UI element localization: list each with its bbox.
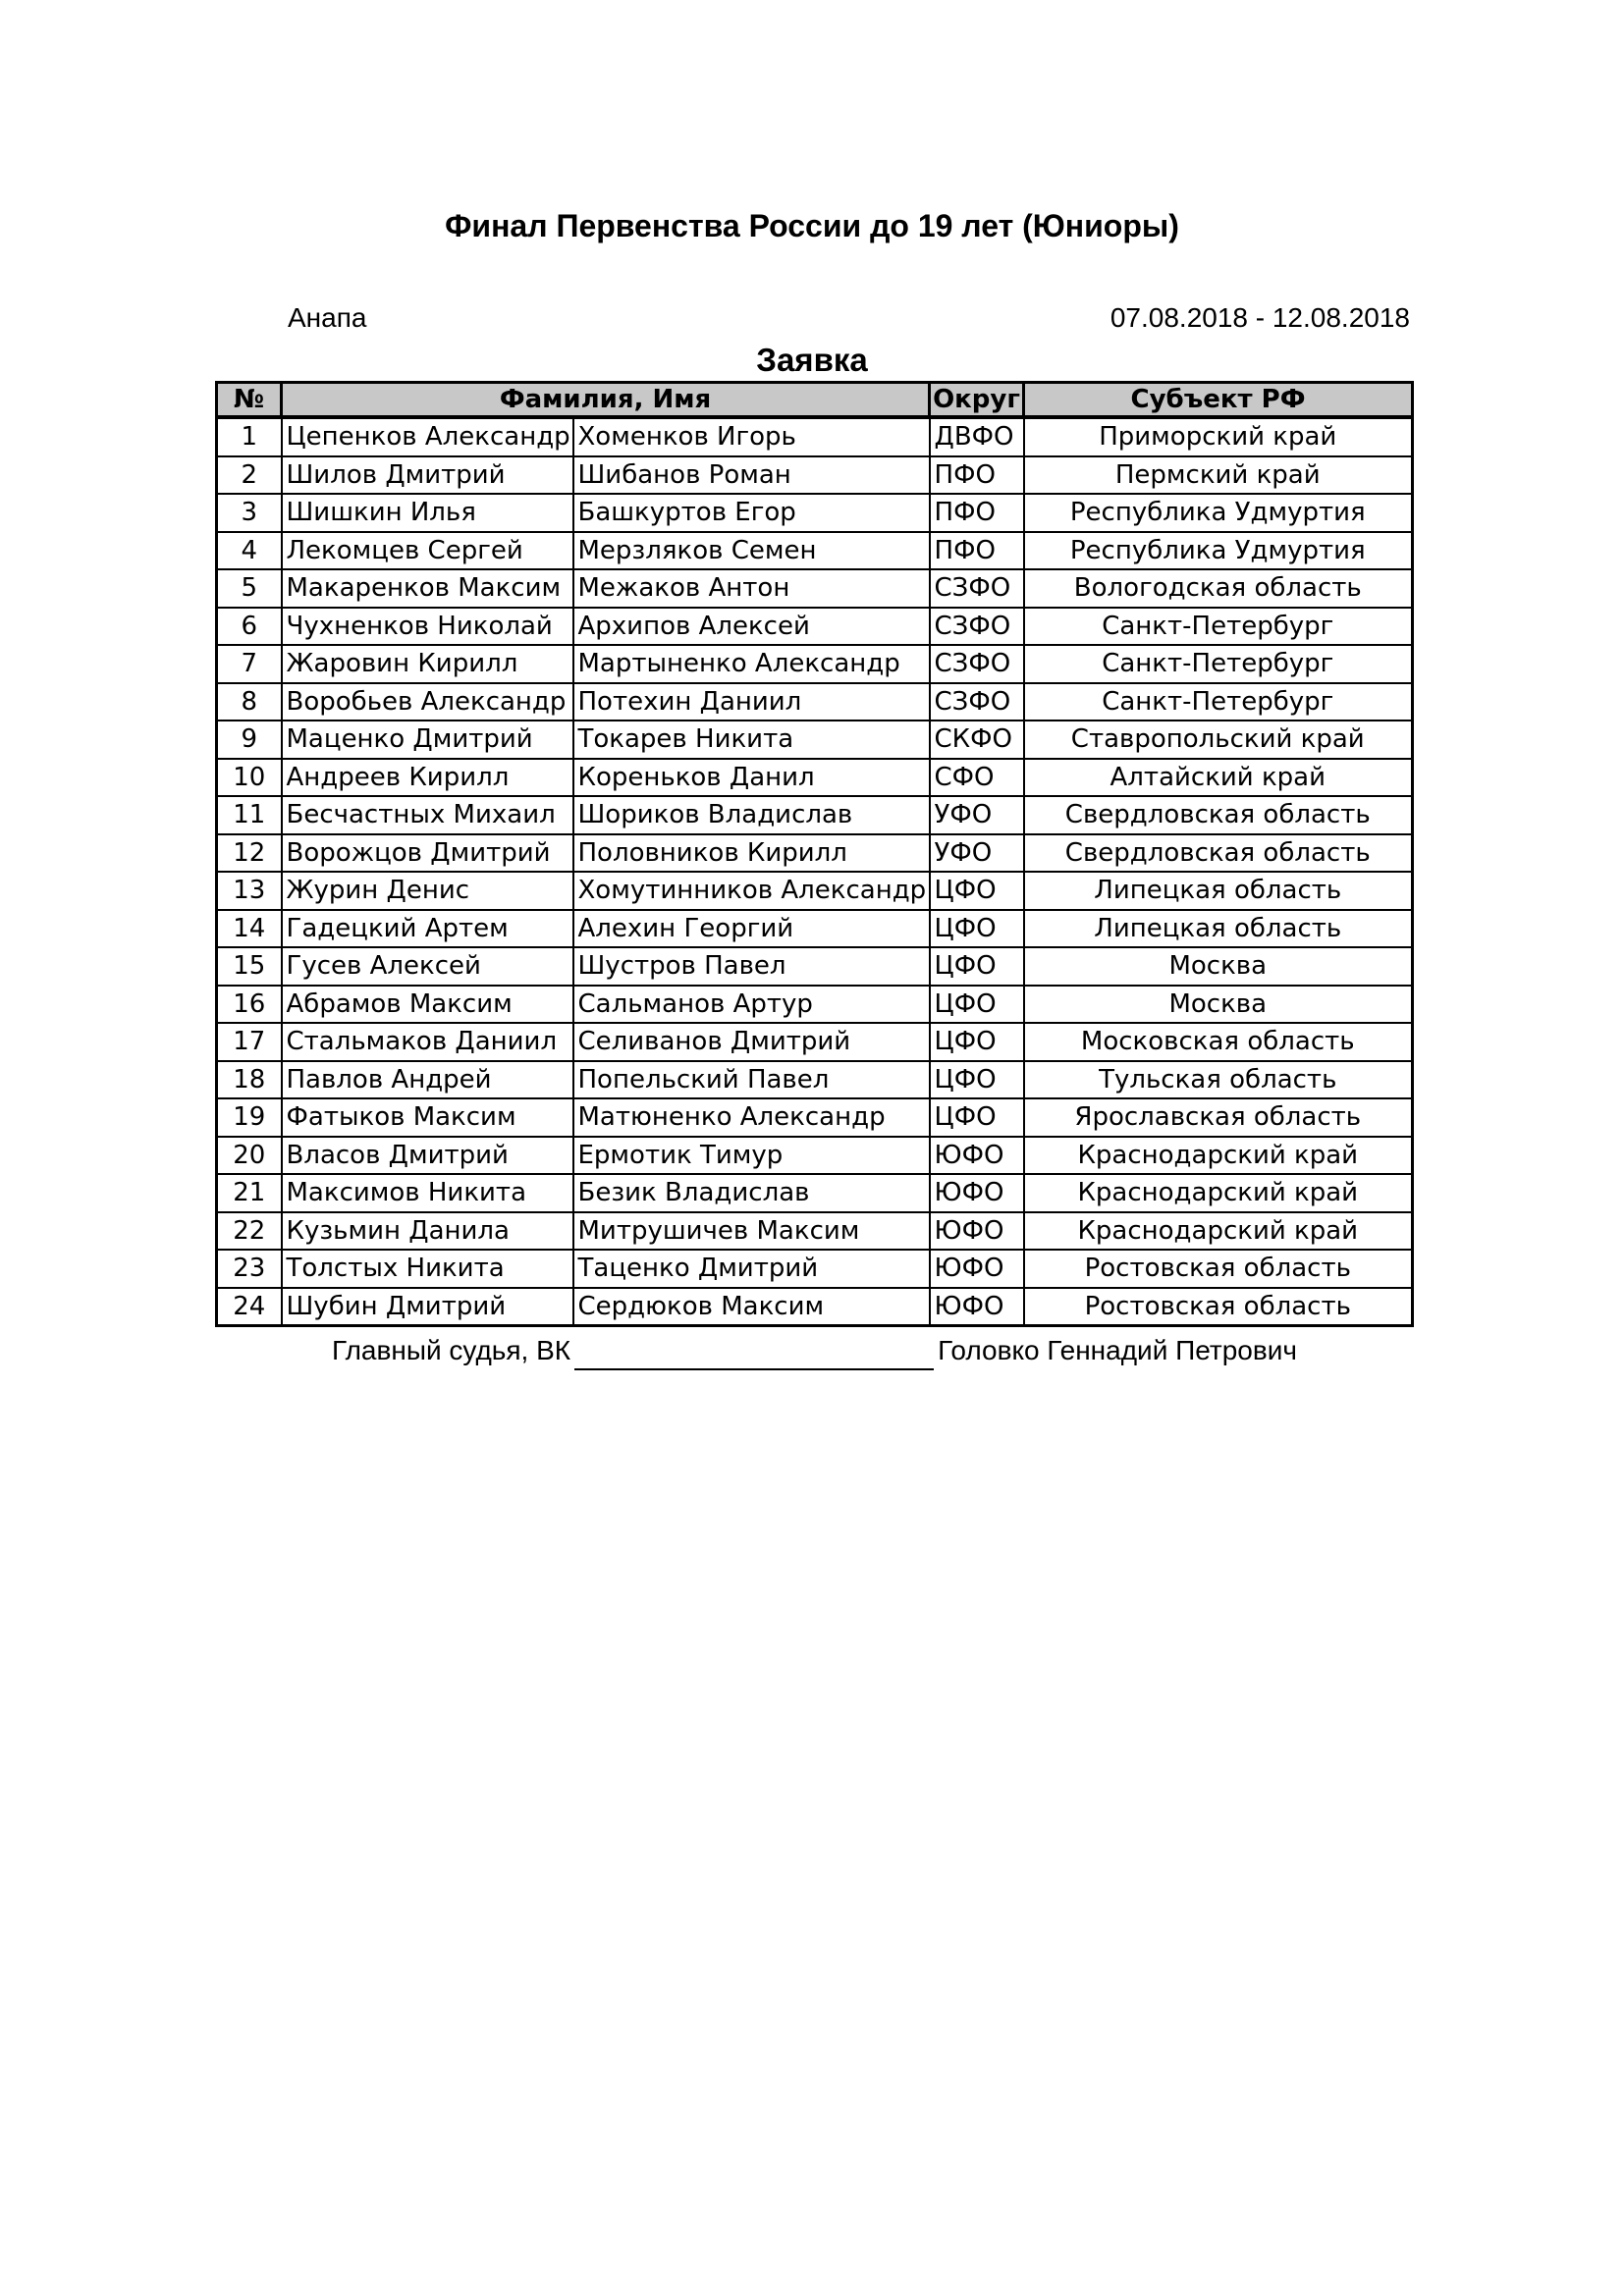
signature-block [332,1331,1297,1370]
row-number: 15 [217,947,282,986]
district-code: ПФО [930,532,1024,570]
player-2-name: Мартыненко Александр [573,645,930,683]
player-1-name: Фатыков Максим [282,1098,573,1137]
region-name: Краснодарский край [1024,1212,1413,1251]
table-row [217,1250,1413,1288]
player-1-name: Абрамов Максим [282,986,573,1024]
region-name: Москва [1024,947,1413,986]
table-row [217,1137,1413,1175]
row-number: 22 [217,1212,282,1251]
player-2-name: Половников Кирилл [573,834,930,873]
table-body [217,417,1413,1326]
player-2-name: Селиванов Дмитрий [573,1023,930,1061]
page-title: Финал Первенства России до 19 лет (Юниоры) [445,208,1179,243]
player-1-name: Андреев Кирилл [282,759,573,797]
entry-table [215,381,1414,1327]
region-name: Ростовская область [1024,1288,1413,1326]
region-name: Москва [1024,986,1413,1024]
player-2-name: Шибанов Роман [573,456,930,495]
region-name: Санкт-Петербург [1024,608,1413,646]
player-2-name: Хомутинников Александр [573,872,930,910]
region-name: Липецкая область [1024,910,1413,948]
player-2-name: Токарев Никита [573,721,930,759]
region-name: Краснодарский край [1024,1137,1413,1175]
player-1-name: Гусев Алексей [282,947,573,986]
player-1-name: Цепенков Александр [282,417,573,456]
region-name: Вологодская область [1024,569,1413,608]
table-row [217,947,1413,986]
venue-label: Анапа [288,302,367,333]
region-name: Ростовская область [1024,1250,1413,1288]
player-2-name: Кореньков Данил [573,759,930,797]
table-row [217,417,1413,456]
district-code: ЦФО [930,1023,1024,1061]
column-header-name: Фамилия, Имя [282,383,930,418]
row-number: 6 [217,608,282,646]
row-number: 11 [217,796,282,834]
table-row [217,721,1413,759]
district-code: УФО [930,834,1024,873]
region-name: Ставропольский край [1024,721,1413,759]
row-number: 14 [217,910,282,948]
row-number: 17 [217,1023,282,1061]
district-code: ЦФО [930,910,1024,948]
region-name: Ярославская область [1024,1098,1413,1137]
table-row [217,910,1413,948]
region-name: Республика Удмуртия [1024,494,1413,532]
table-row [217,759,1413,797]
player-1-name: Макаренков Максим [282,569,573,608]
table-row [217,1174,1413,1212]
region-name: Республика Удмуртия [1024,532,1413,570]
column-header-number: № [217,383,282,418]
player-2-name: Алехин Георгий [573,910,930,948]
row-number: 9 [217,721,282,759]
player-2-name: Ермотик Тимур [573,1137,930,1175]
district-code: ЮФО [930,1288,1024,1326]
table-row [217,1061,1413,1099]
player-2-name: Безик Владислав [573,1174,930,1212]
region-name: Московская область [1024,1023,1413,1061]
district-code: СЗФО [930,683,1024,721]
district-code: ЦФО [930,1061,1024,1099]
row-number: 21 [217,1174,282,1212]
district-code: СЗФО [930,569,1024,608]
player-1-name: Жаровин Кирилл [282,645,573,683]
player-1-name: Толстых Никита [282,1250,573,1288]
table-row [217,872,1413,910]
player-1-name: Шилов Дмитрий [282,456,573,495]
row-number: 8 [217,683,282,721]
district-code: УФО [930,796,1024,834]
district-code: СКФО [930,721,1024,759]
table-row [217,986,1413,1024]
player-2-name: Матюненко Александр [573,1098,930,1137]
table-row [217,569,1413,608]
region-name: Липецкая область [1024,872,1413,910]
table-row [217,1212,1413,1251]
player-2-name: Таценко Дмитрий [573,1250,930,1288]
player-1-name: Лекомцев Сергей [282,532,573,570]
player-1-name: Чухненков Николай [282,608,573,646]
district-code: ЦФО [930,1098,1024,1137]
row-number: 1 [217,417,282,456]
district-code: ЮФО [930,1250,1024,1288]
player-1-name: Кузьмин Данила [282,1212,573,1251]
player-1-name: Ворожцов Дмитрий [282,834,573,873]
player-1-name: Шубин Дмитрий [282,1288,573,1326]
player-2-name: Шориков Владислав [573,796,930,834]
player-1-name: Гадецкий Артем [282,910,573,948]
row-number: 24 [217,1288,282,1326]
player-2-name: Межаков Антон [573,569,930,608]
row-number: 18 [217,1061,282,1099]
row-number: 23 [217,1250,282,1288]
district-code: СЗФО [930,645,1024,683]
region-name: Санкт-Петербург [1024,645,1413,683]
table-row [217,683,1413,721]
table-row [217,608,1413,646]
table-row [217,1098,1413,1137]
district-code: ЦФО [930,947,1024,986]
table-row [217,456,1413,495]
player-1-name: Павлов Андрей [282,1061,573,1099]
document-heading: Заявка [756,342,868,378]
row-number: 19 [217,1098,282,1137]
region-name: Пермский край [1024,456,1413,495]
district-code: ЦФО [930,872,1024,910]
player-2-name: Сальманов Артур [573,986,930,1024]
player-1-name: Маценко Дмитрий [282,721,573,759]
table-row [217,532,1413,570]
player-2-name: Потехин Даниил [573,683,930,721]
district-code: ЦФО [930,986,1024,1024]
table-row [217,1023,1413,1061]
player-2-name: Архипов Алексей [573,608,930,646]
region-name: Свердловская область [1024,796,1413,834]
district-code: ПФО [930,456,1024,495]
row-number: 7 [217,645,282,683]
player-2-name: Митрушичев Максим [573,1212,930,1251]
region-name: Приморский край [1024,417,1413,456]
player-2-name: Мерзляков Семен [573,532,930,570]
district-code: ПФО [930,494,1024,532]
district-code: СФО [930,759,1024,797]
signature-line [574,1335,934,1370]
district-code: СЗФО [930,608,1024,646]
region-name: Алтайский край [1024,759,1413,797]
row-number: 20 [217,1137,282,1175]
region-name: Санкт-Петербург [1024,683,1413,721]
column-header-district: Округ [930,383,1024,418]
region-name: Свердловская область [1024,834,1413,873]
row-number: 10 [217,759,282,797]
player-2-name: Сердюков Максим [573,1288,930,1326]
date-range: 07.08.2018 - 12.08.2018 [1110,302,1410,333]
row-number: 4 [217,532,282,570]
player-1-name: Воробьев Александр [282,683,573,721]
player-2-name: Хоменков Игорь [573,417,930,456]
region-name: Тульская область [1024,1061,1413,1099]
player-1-name: Максимов Никита [282,1174,573,1212]
row-number: 12 [217,834,282,873]
player-2-name: Башкуртов Егор [573,494,930,532]
row-number: 3 [217,494,282,532]
table-row [217,1288,1413,1326]
signature-name: Головко Геннадий Петрович [938,1335,1297,1365]
column-header-region: Субъект РФ [1024,383,1413,418]
row-number: 16 [217,986,282,1024]
player-1-name: Журин Денис [282,872,573,910]
player-1-name: Шишкин Илья [282,494,573,532]
district-code: ЮФО [930,1137,1024,1175]
district-code: ДВФО [930,417,1024,456]
player-2-name: Попельский Павел [573,1061,930,1099]
player-1-name: Бесчастных Михаил [282,796,573,834]
table-row [217,796,1413,834]
row-number: 13 [217,872,282,910]
table-row [217,494,1413,532]
player-1-name: Власов Дмитрий [282,1137,573,1175]
table-row [217,645,1413,683]
signature-role: Главный судья, ВК [332,1335,571,1365]
row-number: 2 [217,456,282,495]
player-1-name: Стальмаков Даниил [282,1023,573,1061]
district-code: ЮФО [930,1212,1024,1251]
region-name: Краснодарский край [1024,1174,1413,1212]
table-header-row [217,383,1413,418]
row-number: 5 [217,569,282,608]
table-row [217,834,1413,873]
district-code: ЮФО [930,1174,1024,1212]
player-2-name: Шустров Павел [573,947,930,986]
